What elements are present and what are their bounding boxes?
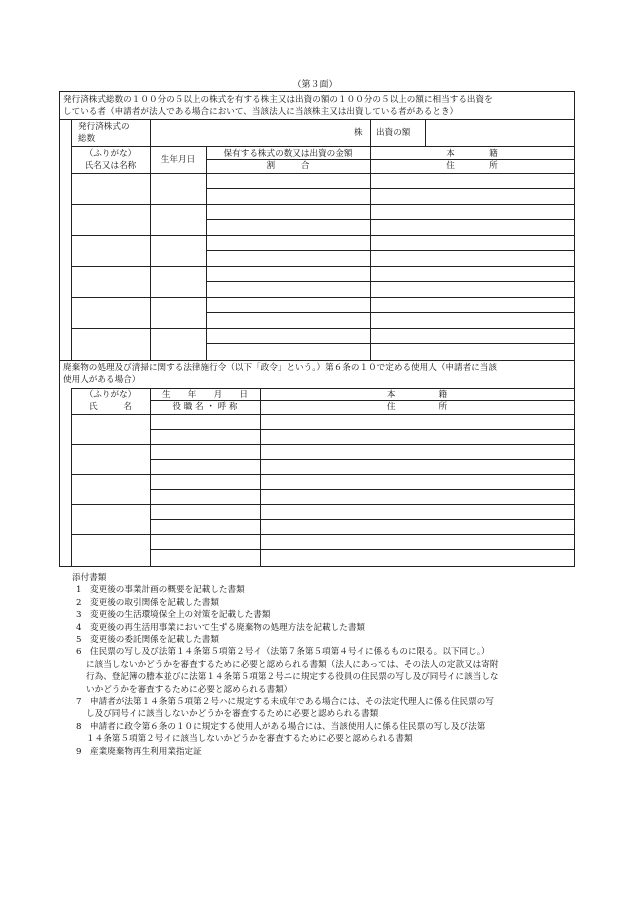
grid-line xyxy=(71,328,574,329)
attachment-number: 9 xyxy=(76,746,82,757)
attachment-number: 6 xyxy=(76,647,82,658)
form-table xyxy=(59,91,575,567)
col-shares: 保有する株式の数又は出資の金額 xyxy=(223,149,353,159)
attachment-text: 住民票の写し及び法第１４条第５項第２号イ（法第７条第５項第４号イに係るものに限る。以下同じ。） xyxy=(90,647,490,658)
total-shares-label-2: 総数 xyxy=(78,134,96,144)
grid-line xyxy=(206,343,574,344)
grid-line xyxy=(71,266,574,267)
capital-label: 出資の額 xyxy=(376,128,411,138)
shares-unit: 株 xyxy=(354,128,363,138)
attachment-item xyxy=(72,634,499,646)
s2-col-title: 役 職 名 ・ 呼 称 xyxy=(172,402,238,412)
attachment-text: 変更後の取引関係を記載した書類 xyxy=(90,597,219,608)
col-name: 氏名又は名称 xyxy=(84,161,137,171)
grid-line xyxy=(71,444,574,445)
attachment-number: 2 xyxy=(76,597,82,608)
grid-line xyxy=(71,297,574,298)
grid-line xyxy=(206,281,574,282)
s2-col-birth: 生 年 月 日 xyxy=(162,390,248,400)
attachment-item xyxy=(72,597,499,609)
col-address: 住 所 xyxy=(446,161,498,171)
section2-heading-line2: 使用人がある場合） xyxy=(63,375,141,385)
attachment-text: 変更後の生活環境保全上の対策を記載した書類 xyxy=(90,610,271,621)
col-birth: 生年月日 xyxy=(160,155,196,165)
section2-heading-line1: 廃棄物の処理及び清掃に関する法律施行令（以下「政令」という。）第６条の１０で定める使用人（申請者に当該 xyxy=(63,363,497,373)
col-domicile: 本 籍 xyxy=(446,149,498,159)
attachment-text: し及び同号イに該当しないかどうかを審査するために必要と認められる書類 xyxy=(86,709,379,720)
col-name-kana: （ふりがな） xyxy=(84,149,137,159)
attachment-text: 申請者が法第１４条第５項第２号ハに規定する未成年である場合には、その法定代理人に係る住民票の写 xyxy=(90,697,494,708)
attachment-item xyxy=(72,622,499,634)
grid-line xyxy=(71,474,574,475)
grid-line xyxy=(71,235,574,236)
attachment-item xyxy=(72,696,499,721)
attachment-item xyxy=(72,746,499,758)
attachment-number: 1 xyxy=(76,585,82,596)
attachment-item xyxy=(72,721,499,746)
attachments xyxy=(72,572,499,758)
grid-line xyxy=(206,312,574,313)
attachment-text: 変更後の委託関係を記載した書類 xyxy=(90,635,219,646)
attachment-text: に該当しないかどうかを審査するために必要と認められる書類（法人にあっては、その法人の定款又は寄附 xyxy=(86,659,499,670)
attachment-number: 8 xyxy=(76,721,82,732)
attachment-number: 3 xyxy=(76,610,82,621)
grid-line xyxy=(150,549,574,550)
col-ratio: 割 合 xyxy=(266,161,310,171)
attachment-number: 7 xyxy=(76,697,82,708)
attachment-item xyxy=(72,646,499,696)
grid-line xyxy=(206,219,574,220)
attachment-text: 申請者に政令第６条の１０に規定する使用人がある場合には、当該使用人に係る住民票の写し及び法第 xyxy=(90,721,486,732)
grid-line xyxy=(206,188,574,189)
attachments-title: 添付書類 xyxy=(72,573,107,583)
grid-line xyxy=(150,429,574,430)
attachment-text: 産業廃棄物再生利用業指定証 xyxy=(90,746,202,757)
attachment-text: 変更後の再生活用事業において生ずる廃棄物の処理方法を記載した書類 xyxy=(90,622,366,633)
s2-col-address: 住 所 xyxy=(386,402,448,412)
s2-col-name: 氏 名 xyxy=(89,402,132,412)
page-number: （第３面） xyxy=(292,80,338,90)
section1-heading-line1: 発行済株式総数の１００分の５以上の株式を有する株主又は出資の額の１００分の５以上の額に相当する出資を xyxy=(63,95,493,105)
grid-line xyxy=(71,534,574,535)
attachment-number: 5 xyxy=(76,635,82,646)
grid-line xyxy=(150,519,574,520)
s2-col-domicile: 本 籍 xyxy=(386,390,448,400)
attachment-text: １４条第５項第２号イに該当しないかどうかを審査するために必要と認められる書類 xyxy=(86,734,413,745)
attachment-text: いかどうかを審査するために必要と認められる書類） xyxy=(86,684,293,695)
attachment-text: 変更後の事業計画の概要を記載した書類 xyxy=(90,585,245,596)
total-shares-label: 発行済株式の xyxy=(78,122,130,132)
grid-line xyxy=(71,204,574,205)
grid-line xyxy=(71,504,574,505)
attachment-item xyxy=(72,584,499,596)
s2-col-name-kana: （ふりがな） xyxy=(84,390,137,400)
attachment-text: 行為、登記簿の謄本並びに法第１４条第５項第２号ニに規定する役員の住民票の写し及び同号イに該当しな xyxy=(86,672,499,683)
attachment-number: 4 xyxy=(76,622,82,633)
attachment-item xyxy=(72,609,499,621)
grid-line xyxy=(150,489,574,490)
section1-heading-line2: している者（申請者が法人である場合において、当該法人に当該株主又は出資している者があるとき） xyxy=(63,107,459,117)
grid-line xyxy=(206,250,574,251)
grid-line xyxy=(150,459,574,460)
